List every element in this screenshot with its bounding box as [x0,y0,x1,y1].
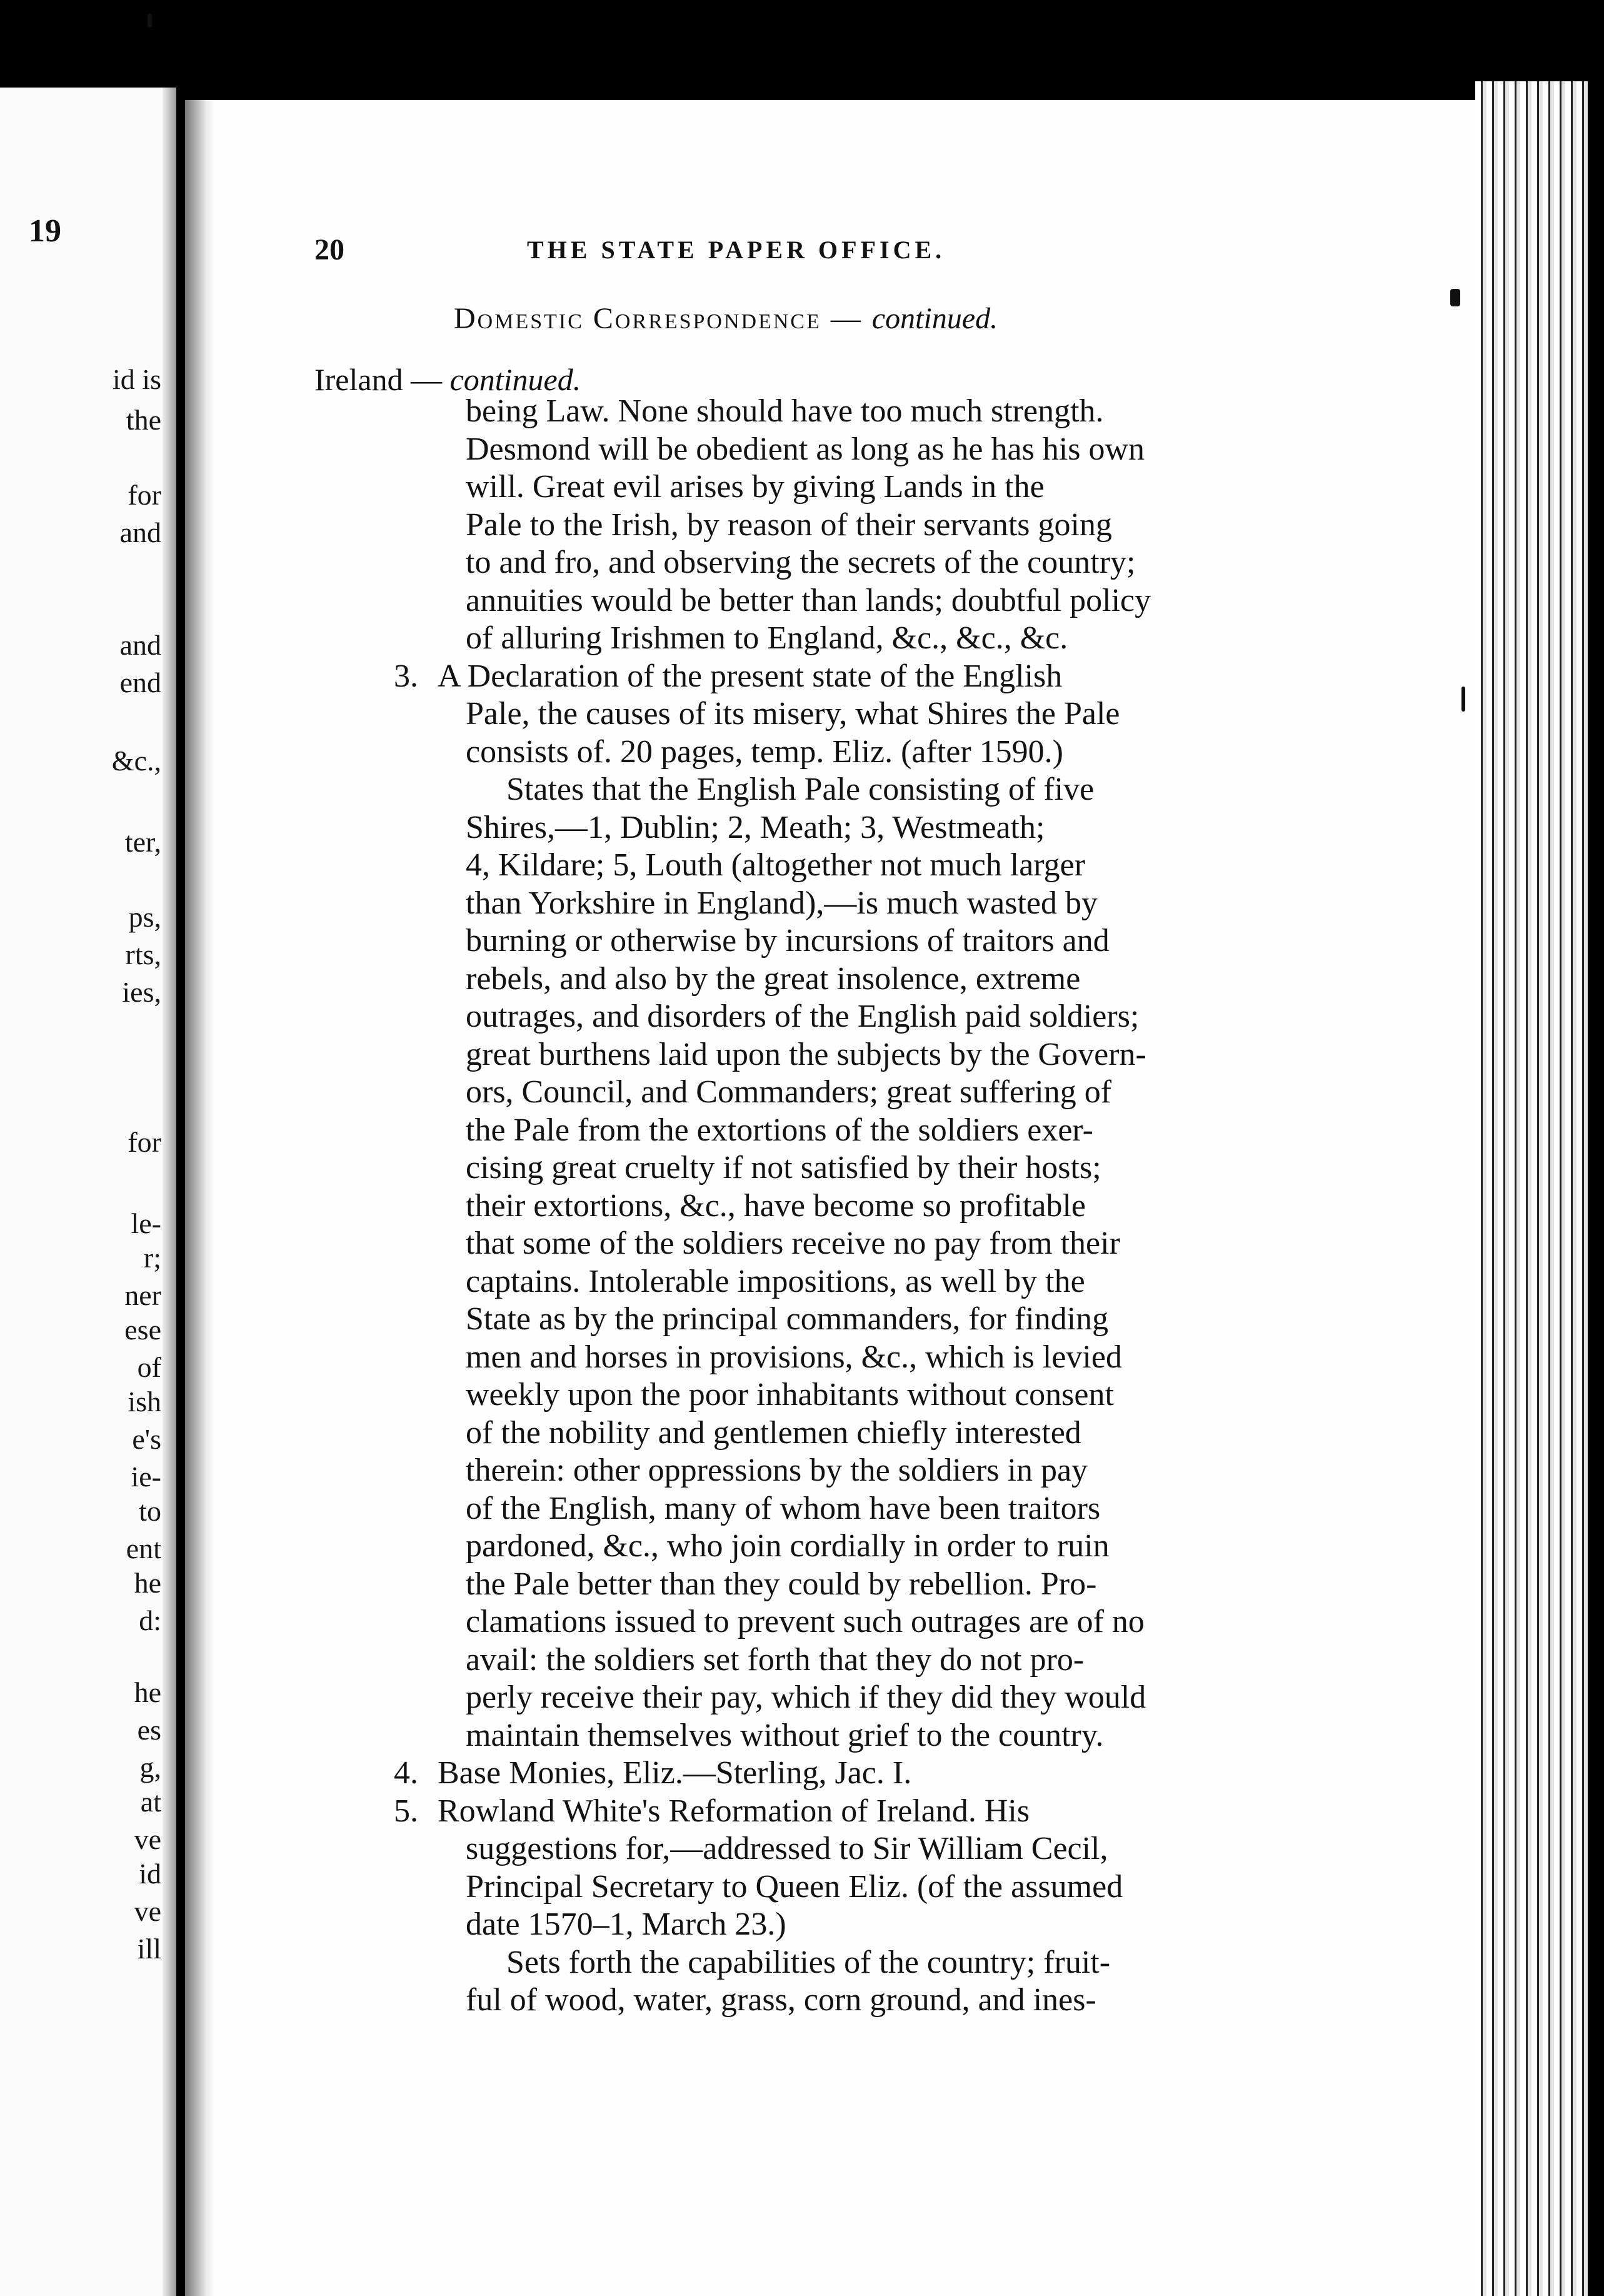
left-page-fragment: and [119,516,161,548]
body-line: Pale to the Irish, by reason of their servants going [466,506,1112,543]
section-heading-continued: continued. [871,302,998,335]
left-page-fragment: for [128,479,161,511]
left-page-fragment: ish [128,1386,161,1417]
body-line: the Pale from the extortions of the soldiers exer- [466,1112,1093,1148]
item-number: 4. [394,1755,418,1791]
left-page-fragment: rts, [125,939,161,970]
region-label-text: Ireland — [314,362,443,397]
page-number: 20 [314,233,344,266]
body-line: weekly upon the poor inhabitants without consent [466,1377,1114,1412]
body-line: that some of the soldiers receive no pay from their [466,1226,1120,1261]
body-line: captains. Intolerable impositions, as well by the [466,1263,1085,1299]
left-page-fragment: &c., [111,745,161,777]
left-page-fragment: to [139,1495,161,1527]
body-line: Base Monies, Eliz.—Sterling, Jac. I. [438,1755,912,1791]
body-line: to and fro, and observing the secrets of the country; [466,545,1136,580]
body-line: A Declaration of the present state of the English [438,658,1063,694]
left-page-number: 19 [29,213,61,249]
body-line: Rowland White's Reformation of Ireland. His [438,1793,1030,1829]
body-line: great burthens laid upon the subjects by the Govern- [466,1036,1146,1072]
left-page-fragment: he [134,1676,161,1708]
body-line: of the English, many of whom have been traitors [466,1490,1101,1526]
body-line: being Law. None should have too much strength. [466,393,1104,429]
ink-mark [1450,289,1460,306]
body-line: Shires,—1, Dublin; 2, Meath; 3, Westmeath; [466,809,1045,845]
ink-mark [1461,687,1465,712]
body-line: of alluring Irishmen to England, &c., &c., &c. [466,620,1068,656]
left-page-fragment: for [128,1126,161,1158]
left-page-fragment: ner [124,1279,161,1311]
left-page-fragment: at [140,1786,161,1818]
ink-mark [148,14,152,28]
left-page-fragment: ve [134,1823,161,1855]
body-line: will. Great evil arises by giving Lands in the [466,469,1045,505]
body-line: clamations issued to prevent such outrages are of no [466,1604,1145,1639]
left-page-fragment: ese [124,1314,161,1346]
item-number: 3. [394,658,418,694]
body-line: perly receive their pay, which if they did they would [466,1679,1146,1715]
left-page-fragment: he [134,1567,161,1599]
running-title: THE STATE PAPER OFFICE. [527,236,946,264]
left-page-fragment: ies, [122,976,161,1008]
body-line: suggestions for,—addressed to Sir William Cecil, [466,1831,1108,1866]
left-page-fragment: es [137,1714,161,1746]
left-page-fragment: end [119,667,161,698]
left-page-fragment: e's [132,1423,161,1455]
body-line: than Yorkshire in England),—is much wasted by [466,885,1098,921]
body-line: Sets forth the capabilities of the country; fruit- [506,1944,1111,1980]
body-line: of the nobility and gentlemen chiefly interested [466,1414,1081,1451]
left-page-fragment: d: [139,1604,161,1636]
body-line: therein: other oppressions by the soldiers in pay [466,1453,1088,1488]
body-line: date 1570–1, March 23.) [466,1906,786,1942]
section-heading-title: Domestic Correspondence — [454,302,863,335]
left-page-fragment: g, [139,1751,161,1783]
body-line: their extortions, &c., have become so profitable [466,1187,1086,1224]
left-page-fragment: and [119,629,161,661]
body-line: men and horses in provisions, &c., which is levied [466,1339,1122,1375]
left-page-fragment: ie- [131,1461,161,1493]
body-line: Desmond will be obedient as long as he has his own [466,431,1145,467]
left-page-fragment: of [137,1351,161,1383]
body-line: maintain themselves without grief to the country. [466,1717,1104,1753]
left-page-fragment: le- [131,1207,161,1239]
left-page-fragment: r; [143,1242,161,1274]
left-page-fragment: ve [134,1895,161,1927]
body-line: ors, Council, and Commanders; great suffering of [466,1074,1112,1110]
body-line: burning or otherwise by incursions of traitors and [466,923,1110,959]
body-line: the Pale better than they could by rebellion. Pro- [466,1566,1097,1602]
left-page-fragment: ent [126,1533,161,1564]
left-page-fragment: id is [113,363,161,395]
body-line: avail: the soldiers set forth that they do not pro- [466,1641,1085,1678]
body-line: annuities would be better than lands; doubtful policy [466,582,1151,618]
left-page-fragment: ter, [124,826,161,858]
body-line: States that the English Pale consisting of five [506,772,1095,807]
left-page-fragment: id [139,1858,161,1890]
item-number: 5. [394,1793,418,1829]
left-page-fragment: ill [137,1933,161,1965]
left-page-fragment: ps, [128,901,161,933]
body-line: Principal Secretary to Queen Eliz. (of the assumed [466,1868,1123,1905]
region-label-continued: continued. [449,362,581,397]
body-line: State as by the principal commanders, for finding [466,1301,1109,1337]
body-line: cising great cruelty if not satisfied by their hosts; [466,1150,1101,1186]
body-line: outrages, and disorders of the English paid soldiers; [466,999,1140,1034]
body-line: pardoned, &c., who join cordially in order to ruin [466,1528,1110,1564]
body-line: rebels, and also by the great insolence, extreme [466,960,1081,997]
body-line: consists of. 20 pages, temp. Eliz. (after 1590.) [466,733,1063,770]
body-line: ful of wood, water, grass, corn ground, and ines- [466,1982,1096,2018]
body-line: 4, Kildare; 5, Louth (altogether not much larger [466,847,1086,883]
left-page-fragment: the [126,404,161,436]
body-line: Pale, the causes of its misery, what Shires the Pale [466,696,1120,732]
